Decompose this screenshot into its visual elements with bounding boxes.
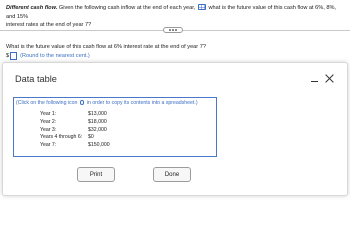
row-label: Year 7: [40,142,57,149]
row-label: Year 2: [40,118,57,125]
done-button[interactable]: Done [153,167,191,182]
data-table-dialog [2,62,348,196]
question-text: What is the future value of this cash flow at 6% interest rate at the end of year 7? [6,44,206,50]
table-row [40,134,110,142]
row-label: Year 3: [40,126,57,133]
dot-icon [175,29,177,31]
row-value: $18,000 [88,118,107,125]
minimize-icon[interactable] [311,81,318,82]
row-value: $150,000 [88,142,110,149]
cash-flow-table [40,111,110,150]
row-label: Year 1: [40,111,57,117]
instruction-text-1: (Click on the following icon [16,100,78,106]
table-icon[interactable] [198,4,206,10]
row-value: $0 [88,134,94,141]
problem-heading: Different cash flow. [6,5,58,11]
row-label: Years 4 through 6: [40,134,83,141]
dot-icon [169,29,171,31]
table-row [40,127,110,135]
rounding-hint: (Round to the nearest cent.) [20,53,90,59]
table-row [40,142,110,150]
data-table-panel [13,97,217,157]
copy-instruction [16,100,198,106]
problem-text-2: what is the future value of this cash flow at 6%, 8%, and 15% [6,5,336,20]
close-icon[interactable] [325,74,334,83]
copy-to-spreadsheet-icon[interactable] [80,100,85,105]
print-button[interactable]: Print [77,167,115,182]
instruction-text-2: in order to copy its contents into a spreadsheet.) [85,100,198,106]
row-value: $13,000 [88,111,107,117]
problem-text-3: interest rates at the end of year 7? [6,22,92,29]
answer-row [6,52,90,60]
problem-text-1: Given the following cash inflow at the end of each year, [57,5,196,11]
row-value: $32,000 [88,126,107,133]
problem-statement [6,4,346,30]
dialog-title: Data table [15,74,57,84]
dot-icon [172,29,174,31]
expand-more-button[interactable] [163,27,183,33]
table-row [40,111,110,119]
table-row [40,119,110,127]
currency-symbol: $ [6,53,10,59]
answer-input[interactable] [10,52,17,60]
